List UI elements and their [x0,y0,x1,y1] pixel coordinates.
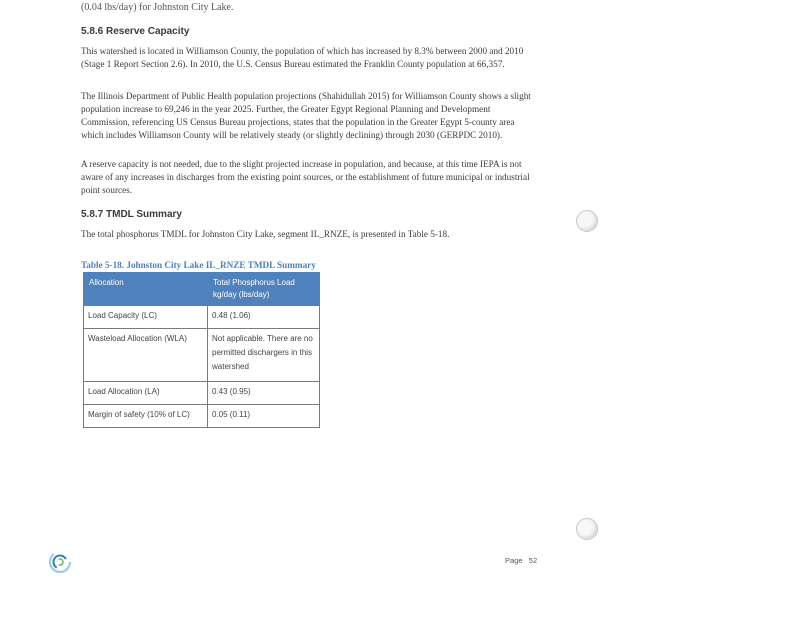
section-heading-tmdl-summary: 5.8.7 TMDL Summary [81,209,182,220]
table-cell: Not applicable. There are no permitted dischargers in this watershed [208,329,320,382]
header-allocation: Allocation [84,273,208,306]
margin-circle-button[interactable] [576,518,598,540]
paragraph-reserve-1: This watershed is located in Williamson County, the population of which has increased by 8.3% between 2000 and 2010 (Stage 1 Report Section 2.6). In 2010, the U.S. Census Bureau estimated the Franklin County population at 66,357. [81,46,524,69]
page-number-value: 52 [528,556,538,565]
carryover-text: (0.04 lbs/day) for Johnston City Lake. [81,2,234,13]
swirl-logo-icon [48,550,72,574]
page-label: Page [505,556,523,565]
paragraph-reserve-2: The Illinois Department of Public Health population projections (Shahidullah 2015) for Williamson County shows a slight population increase to 69,246 in the year 2025. Further, the Greater Egypt Regional Planning and Development Commission, referencing US Census Bureau projections, states that the population in the Greater Egypt 5-county area which includes Williamson County will be relatively steady (or slightly declining) through 2030 (GERPDC 2010). [81,91,531,140]
table-cell: Wasteload Allocation (WLA) [84,329,208,382]
table-row [84,405,320,428]
paragraph-reserve-3: A reserve capacity is not needed, due to the slight projected increase in population, and because, at this time IEPA is not aware of any increases in discharges from the existing point sources, or the establishment of future municipal or industrial point sources. [81,159,530,195]
table-header-row [84,273,320,306]
table-cell: 0.05 (0.11) [208,405,320,428]
table-row [84,329,320,382]
table-caption: Table 5-18. Johnston City Lake IL_RNZE TMDL Summary [81,260,316,270]
table-row [84,306,320,329]
table-cell: Margin of safety (10% of LC) [84,405,208,428]
table-cell: 0.43 (0.95) [208,382,320,405]
section-heading-reserve-capacity: 5.8.6 Reserve Capacity [81,26,190,37]
paragraph-tmdl-summary: The total phosphorus TMDL for Johnston City Lake, segment IL_RNZE, is presented in Table 5-18. [81,229,450,239]
table-cell: Load Capacity (LC) [84,306,208,329]
table-cell: Load Allocation (LA) [84,382,208,405]
header-total-phosphorus-load: Total Phosphorus Load kg/day (lbs/day) [208,273,320,306]
table-row [84,382,320,405]
page-number [505,556,537,565]
tmdl-summary-table [83,272,320,428]
table-cell: 0.48 (1.06) [208,306,320,329]
margin-circle-button[interactable] [576,210,598,232]
